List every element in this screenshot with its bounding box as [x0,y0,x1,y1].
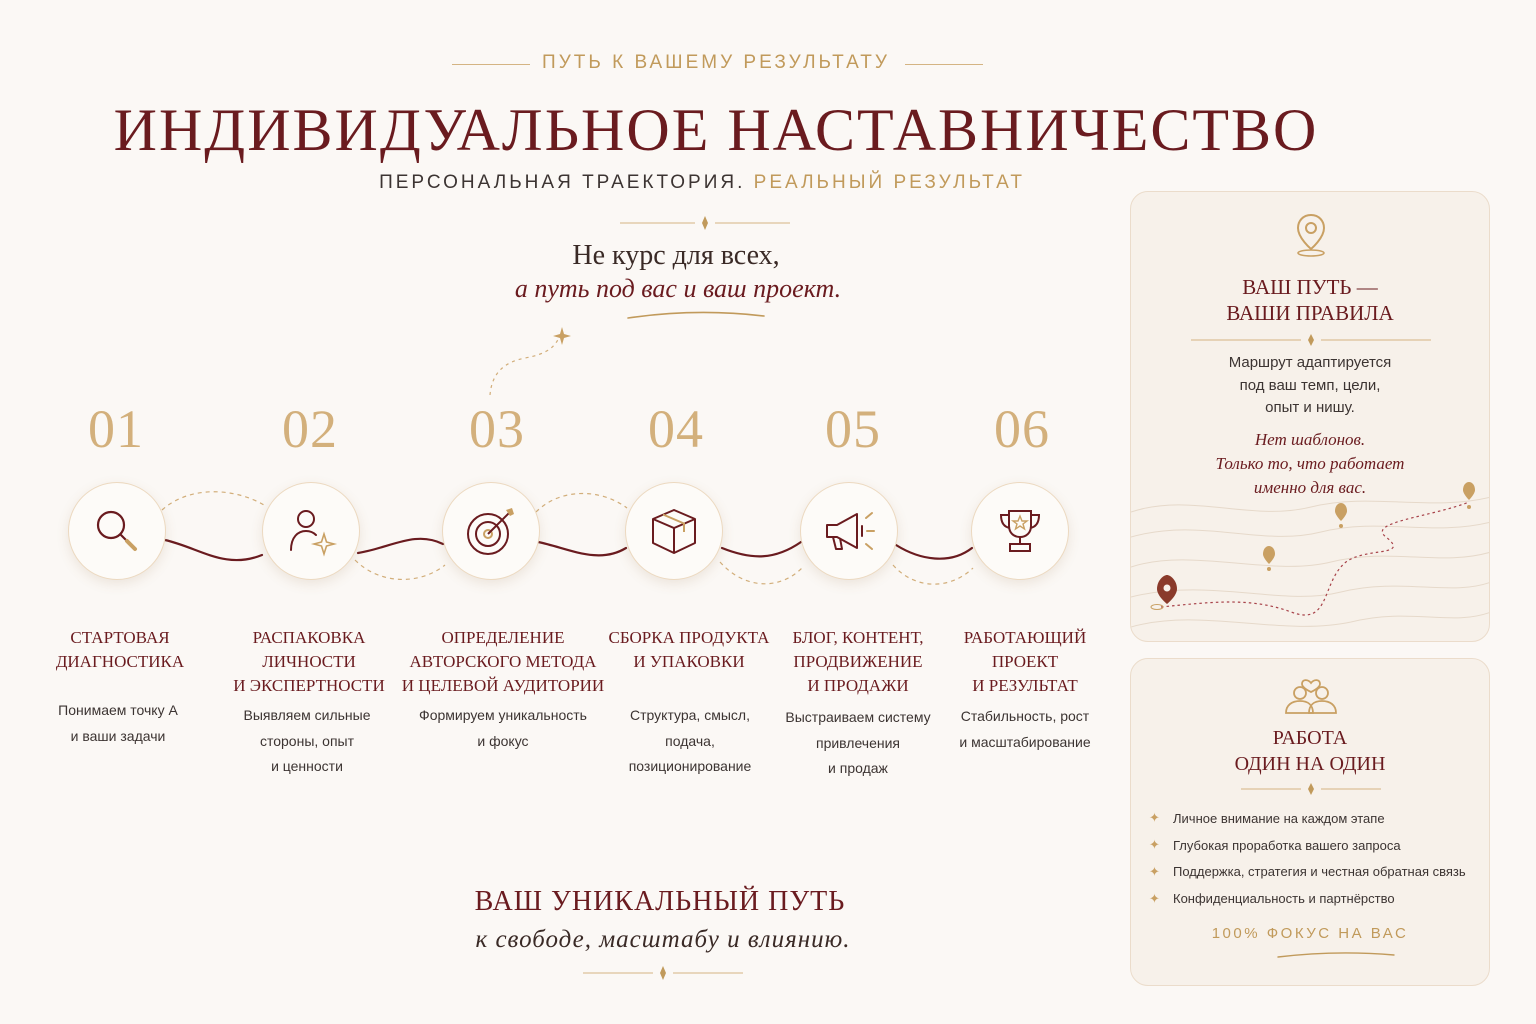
list-item: ✦ Личное внимание на каждом этапе [1149,810,1385,826]
step-circle-6 [971,482,1069,580]
step-title-5: БЛОГ, КОНТЕНТ, ПРОДВИЖЕНИЕ И ПРОДАЖИ [792,628,924,695]
step-number-4: 04 [648,399,704,459]
step-desc-3: Формируем уникальность и фокус [419,707,587,749]
step-title-1: СТАРТОВАЯ ДИАГНОСТИКА [55,628,185,671]
step-desc-5: Выстраиваем систему привлечения и продаж [785,709,931,776]
focus-underline [1276,950,1396,960]
step-title-3: ОПРЕДЕЛЕНИЕ АВТОРСКОГО МЕТОДА И ЦЕЛЕВОЙ АУДИТОРИИ [401,628,605,695]
step-circle-5 [800,482,898,580]
step-circle-4 [625,482,723,580]
route-pin-2-icon [1263,546,1275,571]
card-path-text: Маршрут адаптируется под ваш темп, цели, опыт и нишу. [1228,354,1392,416]
bottom-subtitle: к свободе, масштабу и влиянию. [475,926,851,953]
step-desc-1: Понимаем точку А и ваши задачи [58,702,178,744]
sparkle-icon: ✦ [1149,810,1160,826]
card-one-divider [1241,782,1381,796]
target-arrow-icon [464,504,518,558]
step-desc-4: Структура, смысл, подача, позиционирование [628,707,752,774]
megaphone-icon [821,504,877,558]
steps-path [0,0,1120,620]
list-item: ✦ Глубокая проработка вашего запроса [1149,837,1401,853]
card-your-path [1130,191,1490,642]
list-item: ✦ Конфиденциальность и партнёрство [1149,890,1395,907]
feature-list [1149,805,1489,912]
trophy-icon [994,504,1046,558]
bottom-title: ВАШ УНИКАЛЬНЫЙ ПУТЬ [474,886,846,917]
card-one-on-one [1130,658,1490,986]
step-number-6: 06 [994,399,1050,459]
step-title-4: СБОРКА ПРОДУКТА И УПАКОВКИ [608,628,770,671]
step-circle-3 [442,482,540,580]
step-number-3: 03 [469,399,525,459]
card-one-title: РАБОТА ОДИН НА ОДИН [1234,727,1386,775]
sparkle-icon: ✦ [1149,863,1160,879]
card-path-divider [1191,333,1431,347]
magnifier-icon [91,505,143,557]
subtitle-main: ПЕРСОНАЛЬНАЯ ТРАЕКТОРИЯ. [379,172,746,193]
step-desc-2: Выявляем сильные стороны, опыт и ценности [243,707,371,774]
eyebrow: ПУТЬ К ВАШЕМУ РЕЗУЛЬТАТУ [542,52,890,73]
bottom-ornament [583,964,743,982]
tagline-line1: Не курс для всех, [572,240,780,271]
step-number-5: 05 [825,399,881,459]
people-heart-icon [1281,669,1341,717]
sparkle-icon: ✦ [1149,837,1160,853]
card-path-italic: Нет шаблонов. Только то, что работает именно для вас. [1215,430,1405,497]
focus-label: 100% ФОКУС НА ВАС [1211,925,1409,942]
tagline-line2: а путь под вас и ваш проект. [514,274,842,303]
step-desc-6: Стабильность, рост и масштабирование [959,708,1091,750]
location-pin-icon [1291,212,1331,258]
person-sparkle-icon [284,504,338,558]
step-number-2: 02 [282,399,338,459]
step-circle-1 [68,482,166,580]
route-pin-3-icon [1335,503,1347,528]
step-number-1: 01 [88,399,144,459]
step-title-6: РАБОТАЮЩИЙ ПРОЕКТ И РЕЗУЛЬТАТ [963,628,1087,695]
contour-map-decoration [1131,482,1490,642]
box-icon [647,504,701,558]
step-title-2: РАСПАКОВКА ЛИЧНОСТИ И ЭКСПЕРТНОСТИ [233,628,385,695]
list-item: ✦ Поддержка, стратегия и честная обратная связь [1149,863,1466,880]
subtitle-accent: РЕАЛЬНЫЙ РЕЗУЛЬТАТ [753,172,1025,193]
sparkle-icon: ✦ [1149,890,1160,906]
card-path-title: ВАШ ПУТЬ — ВАШИ ПРАВИЛА [1226,275,1394,325]
page-title: ИНДИВИДУАЛЬНОЕ НАСТАВНИЧЕСТВО [113,97,1319,163]
step-circle-2 [262,482,360,580]
